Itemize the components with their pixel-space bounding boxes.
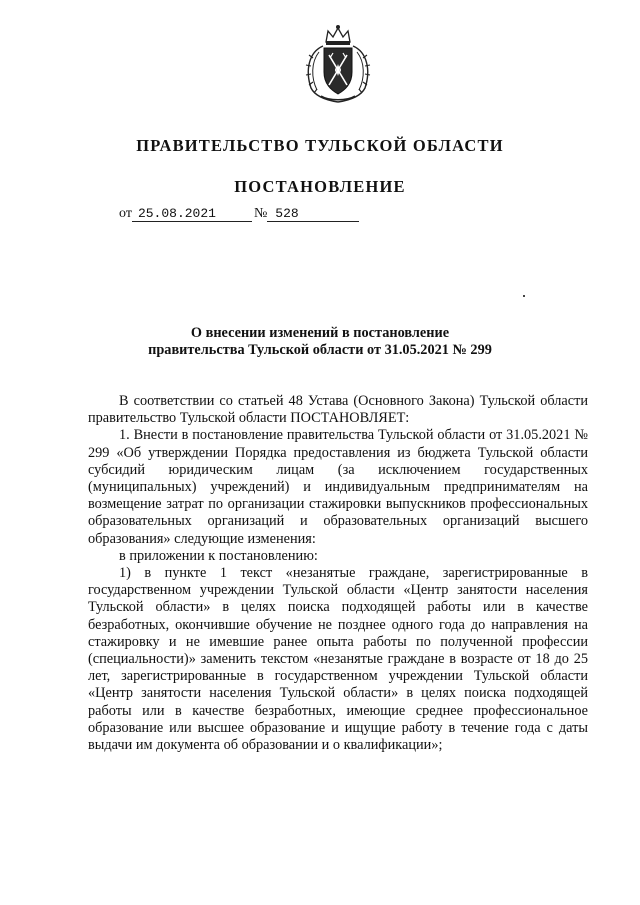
document-meta	[119, 206, 359, 222]
body-paragraph: 1. Внести в постановление правительства Тульской области от 31.05.2021 № 299 «Об утверждении Порядка предоставления из бюджета Тульской области субсидий юридическим лицам (за исключением государственных (муниципальных) учреждений) и индивидуальным предпринимателям на возмещение затрат по организации стажировки выпускников профессиональных образовательных организаций и образовательных организаций высшего образования» следующие изменения:	[88, 427, 588, 547]
document-heading	[0, 325, 640, 359]
scan-speck	[523, 295, 525, 297]
document-body	[88, 393, 588, 754]
tula-coat-of-arms-emblem	[299, 22, 377, 104]
body-paragraph: в приложении к постановлению:	[119, 547, 318, 564]
body-paragraph: 1) в пункте 1 текст «незанятые граждане, зарегистрированные в государственном учреждении Тульской области «Центр занятости населения Тульской области» в целях поиска подходящей работы или в качестве безработных, окончившие обучение не позднее одного года до направления на стажировку и не имевшие ранее опыта работы по полученной профессии (специальности)» заменить текстом «незанятые граждане в возрасте от 18 до 25 лет, зарегистрированные в государственном учреждении Тульской области «Центр занятости населения Тульской области» в целях поиска подходящей работы или в качестве безработных, имеющие среднее профессиональное образование или высшее образование и ищущие работу в течение года с даты выдачи им документа об образовании и о квалификации»;	[88, 565, 588, 754]
date-label: от	[119, 206, 132, 221]
number-label: №	[253, 206, 268, 221]
body-paragraph: В соответствии со статьей 48 Устава (Основного Закона) Тульской области правительство Тульской области ПОСТАНОВЛЯЕТ:	[88, 393, 588, 427]
heading-line-2: правительства Тульской области от 31.05.2021 № 299	[148, 342, 492, 358]
document-type: ПОСТАНОВЛЕНИЕ	[234, 177, 406, 196]
heading-line-1: О внесении изменений в постановление	[190, 325, 450, 341]
document-date: 25.08.2021	[132, 206, 252, 222]
government-title: ПРАВИТЕЛЬСТВО ТУЛЬСКОЙ ОБЛАСТИ	[136, 136, 504, 155]
document-number: 528	[267, 206, 359, 222]
